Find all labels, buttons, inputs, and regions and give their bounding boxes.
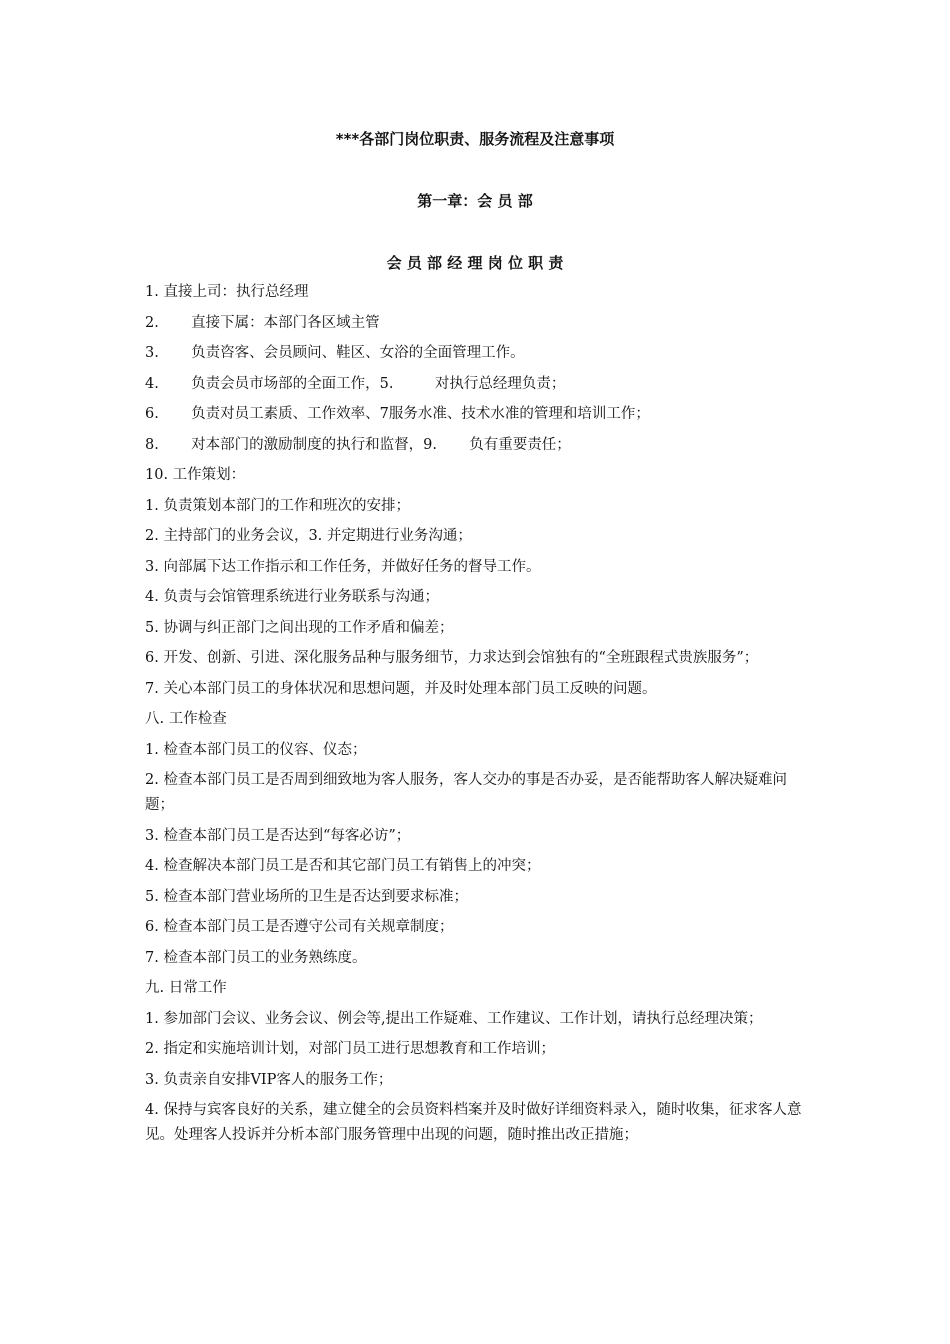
document-body	[145, 280, 810, 1154]
document-main-title: ***各部门岗位职责、服务流程及注意事项	[335, 130, 615, 148]
paragraph: 4. 负责与会馆管理系统进行业务联系与沟通；	[145, 589, 439, 605]
paragraph: 1. 参加部门会议、业务会议、例会等,提出工作疑难、工作建议、工作计划，请执行总经理决策；	[145, 1010, 763, 1027]
paragraph: 5. 协调与纠正部门之间出现的工作矛盾和偏差；	[145, 619, 454, 636]
paragraph: 7. 关心本部门员工的身体状况和思想问题，并及时处理本部门员工反映的问题。	[145, 680, 657, 697]
paragraph: 4. 负责会员市场部的全面工作，5. 对执行总经理负责；	[145, 375, 566, 392]
paragraph: 2. 主持部门的业务会议，3. 并定期进行业务沟通；	[145, 528, 472, 544]
paragraph: 1. 检查本部门员工的仪容、仪态；	[145, 741, 367, 758]
chapter-title: 第一章：会 员 部	[417, 192, 533, 210]
paragraph: 3. 检查本部门员工是否达到“每客必访”；	[145, 827, 411, 844]
paragraph: 6. 负责对员工素质、工作效率、7服务水准、技术水准的管理和培训工作；	[145, 406, 650, 422]
paragraph: 1. 负责策划本部门的工作和班次的安排；	[145, 497, 410, 514]
section-title: 会 员 部 经 理 岗 位 职 责	[386, 254, 564, 272]
paragraph: 10. 工作策划：	[145, 467, 246, 483]
paragraph: 4. 保持与宾客良好的关系，建立健全的会员资料档案并及时做好详细资料录入，随时收集，征求客人意见。处理客人投诉并分析本部门服务管理中出现的问题，随时推出改正措施；	[145, 1102, 802, 1143]
paragraph: 5. 检查本部门营业场所的卫生是否达到要求标准；	[145, 888, 468, 905]
paragraph: 3. 负责咨客、会员顾问、鞋区、女浴的全面管理工作。	[145, 345, 525, 361]
paragraph: 九. 日常工作	[145, 980, 227, 996]
paragraph: 2. 检查本部门员工是否周到细致地为客人服务，客人交办的事是否办妥，是否能帮助客人解决疑难问题；	[145, 772, 787, 813]
paragraph: 8. 对本部门的激励制度的执行和监督，9. 负有重要责任；	[145, 436, 571, 453]
paragraph: 3. 负责亲自安排VIP客人的服务工作；	[145, 1071, 393, 1088]
paragraph: 1. 直接上司：执行总经理	[145, 284, 309, 300]
paragraph: 6. 开发、创新、引进、深化服务品种与服务细节，力求达到会馆独有的“全班跟程式贵族服务”；	[145, 650, 759, 666]
paragraph: 2. 直接下属：本部门各区域主管	[145, 314, 380, 331]
paragraph: 7. 检查本部门员工的业务熟练度。	[145, 949, 367, 966]
paragraph: 3. 向部属下达工作指示和工作任务，并做好任务的督导工作。	[145, 558, 541, 575]
paragraph: 2. 指定和实施培训计划，对部门员工进行思想教育和工作培训；	[145, 1041, 555, 1057]
paragraph: 6. 检查本部门员工是否遵守公司有关规章制度；	[145, 919, 454, 935]
paragraph: 八. 工作检查	[145, 711, 227, 727]
paragraph: 4. 检查解决本部门员工是否和其它部门员工有销售上的冲突；	[145, 858, 541, 874]
